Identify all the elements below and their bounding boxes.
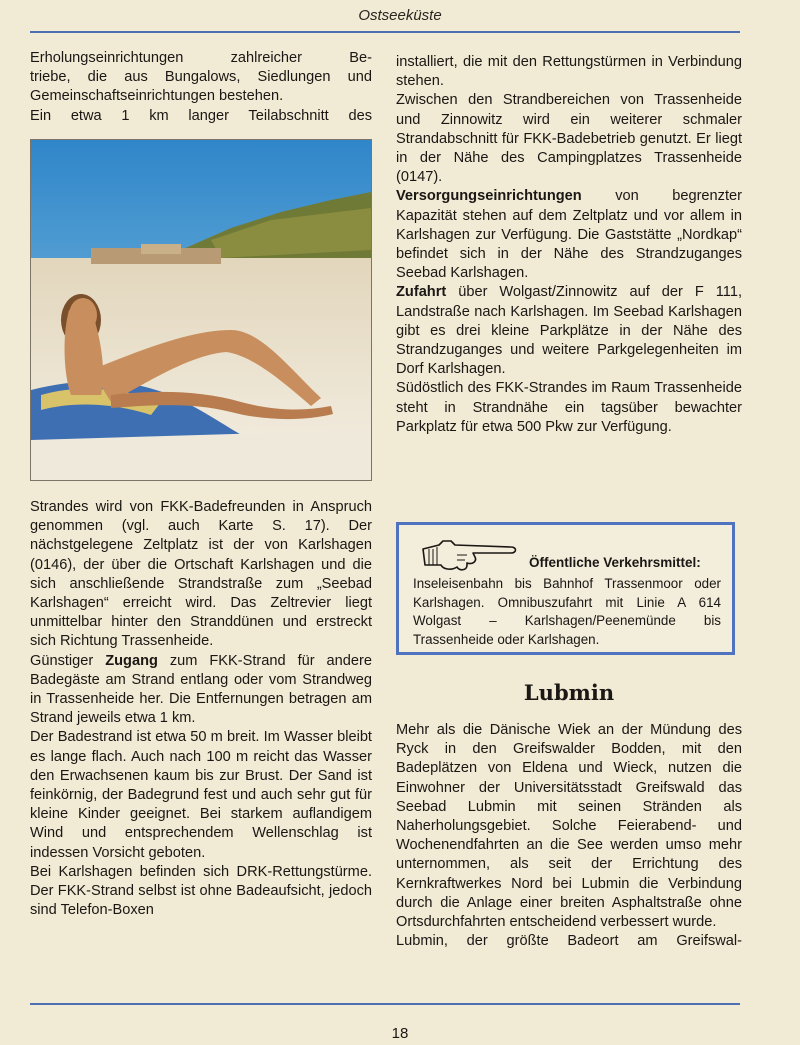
paragraph: Zwischen den Strandbereichen von Trassenheide und Zinnowitz wird ein weiterer schmaler Strandabschnitt für FKK-Badebetrieb genutzt. Er liegt in der Nähe des Campingplatzes Trassenheide (0147). xyxy=(396,92,742,186)
info-box-text: Inseleisenbahn bis Bahnhof Trassenmoor oder Karlshagen. Omnibuszufahrt mit Linie A 614 Wolgast – Karlshagen/Peenemünde bis Trassenheide oder Karlshagen. xyxy=(413,576,721,647)
running-header: Ostseeküste xyxy=(358,7,442,24)
left-column-bottom xyxy=(30,498,372,920)
text-line: Ein etwa 1 km langer Teilabschnitt des xyxy=(30,107,372,124)
paragraph-zufahrt xyxy=(396,283,742,379)
text-run: Günstiger xyxy=(30,652,106,669)
paragraph: Strandes wird von FKK-Badefreunden in Anspruch genommen (vgl. auch Karte S. 17). Der nächstgelegene Zeltplatz ist der von Karlshagen (0146), der über die Ortschaft Karlshagen und die sich anschließende Strandstraße zum „Seebad Karlshagen“ erreicht wird. Das Zeltrevier liegt unmittelbar hinter den Stranddünen und erstreckt sich Richtung Trassenheide. xyxy=(30,499,372,650)
footer-rule xyxy=(30,1003,740,1005)
paragraph: Lubmin, der größte Badeort am Greifswal- xyxy=(396,933,742,950)
beach-photo-illustration xyxy=(31,140,371,480)
paragraph: Der Badestrand ist etwa 50 m breit. Im Wasser bleibt es lange flach. Auch nach 100 m reicht das Wasser den Erwachsenen kaum bis zur Brust. Der Sand ist feinkörnig, der Badegrund fest und auch sehr gut für kleine Kinder geeignet. Bei starkem auflandigem Wind und entsprechendem Wellenschlag ist indessen Vorsicht geboten. xyxy=(30,729,372,861)
text-line: Gemeinschaftseinrichtungen bestehen. xyxy=(30,88,284,105)
right-column-bottom xyxy=(396,721,742,951)
page-number: 18 xyxy=(391,1025,409,1042)
beach-photo xyxy=(30,139,372,481)
paragraph: installiert, die mit den Rettungstürmen in Verbindung stehen. xyxy=(396,54,742,90)
bold-term: Zugang xyxy=(105,652,158,669)
paragraph: Bei Karlshagen befinden sich DRK-Rettungstürme. Der FKK-Strand selbst ist ohne Badeaufsicht, jedoch sind Telefon-Boxen xyxy=(30,863,372,919)
bold-term: Versorgungseinrichtungen xyxy=(396,188,582,205)
text-line: Erholungseinrichtungen zahlreicher Be- xyxy=(30,50,372,66)
text-run: zum FKK-Strand für andere Badegäste am Strand entlang oder vom Strandweg in Trassenheide her. Die Entfernungen betragen am Strand jeweils etwa 1 km. xyxy=(30,652,372,727)
bold-term: Zufahrt xyxy=(396,284,447,301)
paragraph: Mehr als die Dänische Wiek an der Mündung des Ryck in den Greifswalder Bodden, mit den Badeplätzen von Eldena und Wieck, nutzen die Einwohner der Universitätsstadt Greifswald das Seebad Lubmin mit seinen Stränden als Naherholungsgebiet. Solche Feierabend- und Wochenendfahrten an die See werden umso mehr unternommen, als seit der Errichtung des Kernkraftwerkes Nord bei Lubmin die Verbindung durch die Anlage einer breiten Asphaltstraße ohne Ortsdurchfahrten entscheidend verbessert wurde. xyxy=(396,722,742,931)
paragraph-zugang xyxy=(30,652,372,729)
text-run: über Wolgast/Zinnowitz auf der F 111, Landstraße nach Karlshagen. Im Seebad Karlshagen gibt es drei kleine Parkplätze in der Nähe des Strandzuganges und weitere Parkgelegenheiten im Dorf Karlshagen. xyxy=(396,284,742,378)
pointing-hand-icon xyxy=(421,535,521,575)
text-line: triebe, die aus Bungalows, Siedlungen und xyxy=(30,69,372,86)
left-column-top xyxy=(30,49,372,126)
transport-info-box xyxy=(396,522,735,655)
right-column-top xyxy=(396,53,742,437)
paragraph-versorgung xyxy=(396,187,742,283)
info-box-title: Öffentliche Verkehrsmittel: xyxy=(529,555,701,570)
text-run: von begrenzter Kapazität stehen auf dem Zeltplatz und vor allem in Karlshagen zur Verfügung. Die Gaststätte „Nordkap“ befindet sich in der Nähe des Strandzuganges Seebad Karlshagen. xyxy=(396,188,742,282)
paragraph: Südöstlich des FKK-Strandes im Raum Trassenheide steht in Strandnähe ein tagsüber bewachter Parkplatz für etwa 500 Pkw zur Verfügung. xyxy=(396,380,742,435)
section-heading: Lubmin xyxy=(523,680,615,705)
header-rule xyxy=(30,31,740,33)
